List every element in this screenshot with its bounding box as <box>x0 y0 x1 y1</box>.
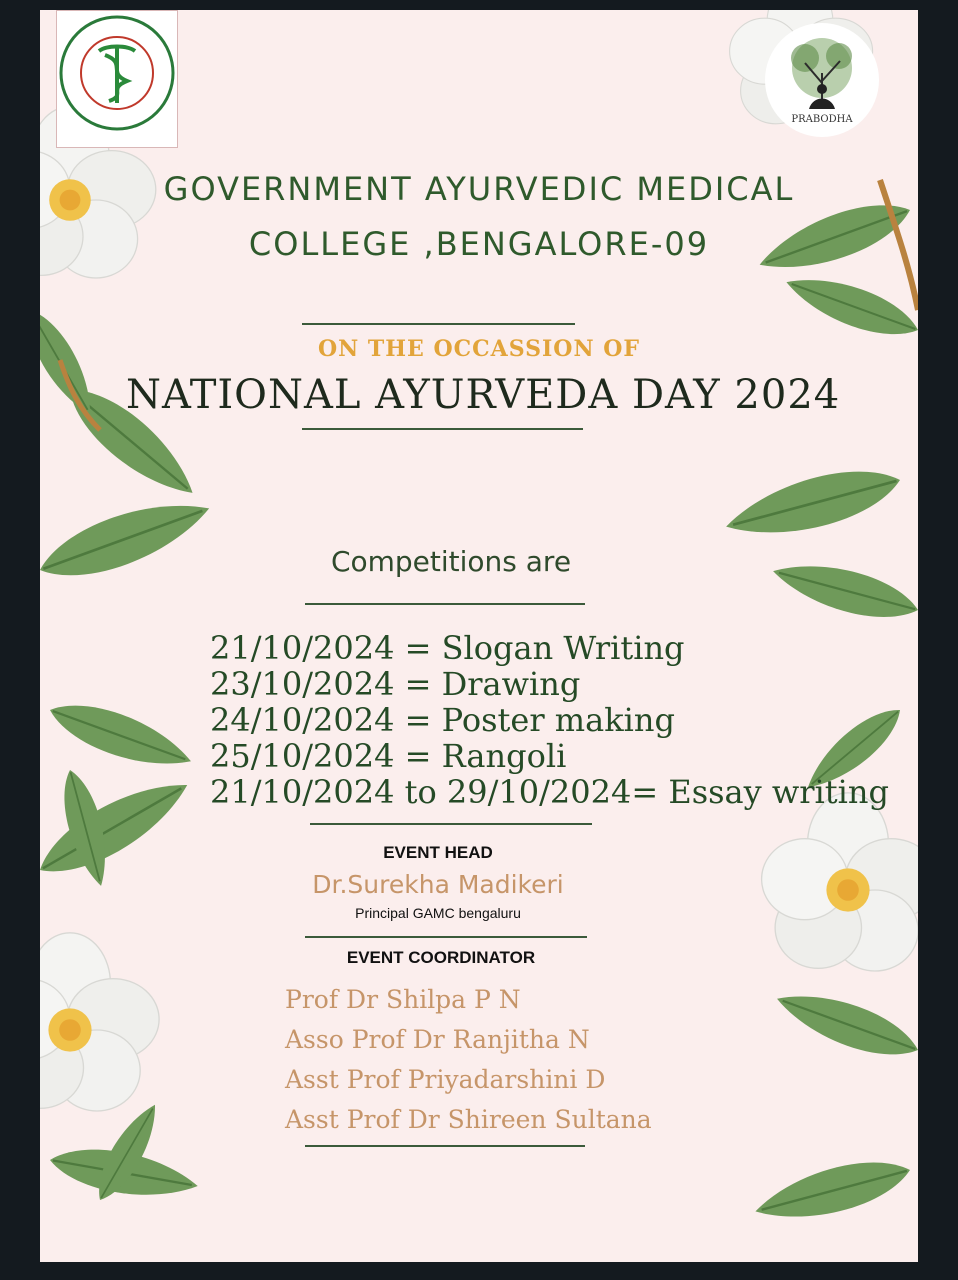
schedule-item: 24/10/2024 = Poster making <box>210 701 675 739</box>
divider <box>302 323 575 325</box>
schedule-item: 25/10/2024 = Rangoli <box>210 737 567 775</box>
poster <box>40 10 918 1262</box>
divider <box>310 823 592 825</box>
coordinator-list <box>285 980 652 1140</box>
event-title: NATIONAL AYURVEDA DAY 2024 <box>126 372 841 418</box>
divider <box>302 428 583 430</box>
college-name-line1: GOVERNMENT AYURVEDIC MEDICAL <box>163 170 795 208</box>
college-name-line2: COLLEGE ,BENGALORE-09 <box>248 225 710 263</box>
college-name <box>40 162 918 272</box>
college-logo <box>56 10 178 148</box>
event-coordinator-label: EVENT COORDINATOR <box>346 948 536 967</box>
divider <box>305 603 585 605</box>
competitions-heading: Competitions are <box>330 545 572 578</box>
competition-schedule <box>210 630 889 810</box>
coordinator-member: Asso Prof Dr Ranjitha N <box>285 1025 590 1054</box>
prabodha-label: PRABODHA <box>791 114 853 125</box>
coordinator-member: Asst Prof Priyadarshini D <box>285 1065 606 1094</box>
divider <box>305 1145 585 1147</box>
event-head-name: Dr.Surekha Madikeri <box>312 870 564 899</box>
occasion-intro: ON THE OCCASSION OF <box>317 336 641 362</box>
coordinator-member: Prof Dr Shilpa P N <box>285 985 521 1014</box>
event-head-role: Principal GAMC bengaluru <box>355 905 521 921</box>
college-emblem-icon <box>57 11 177 147</box>
event-head-label: EVENT HEAD <box>383 843 493 862</box>
divider <box>305 936 587 938</box>
schedule-item: 23/10/2024 = Drawing <box>210 665 581 703</box>
schedule-item: 21/10/2024 = Slogan Writing <box>210 629 685 667</box>
coordinator-member: Asst Prof Dr Shireen Sultana <box>285 1105 652 1134</box>
schedule-item: 21/10/2024 to 29/10/2024= Essay writing <box>210 773 889 811</box>
